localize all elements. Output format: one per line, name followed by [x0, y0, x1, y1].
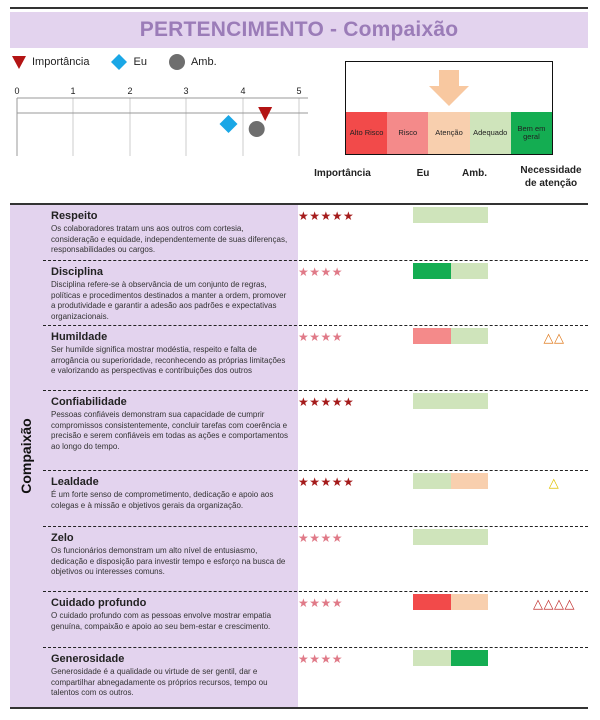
rating-bar	[413, 473, 488, 489]
amb-rating-cell	[451, 473, 489, 489]
section-label: Compaixão	[18, 418, 34, 494]
rating-bar	[413, 207, 488, 223]
value-name: Cuidado profundo	[51, 597, 147, 609]
eu-rating-cell	[413, 263, 451, 279]
scale-cell-alto-risco: Alto Risco	[346, 112, 387, 154]
column-header-eu: Eu	[416, 168, 430, 179]
amb-rating-cell	[451, 393, 489, 409]
importance-stars: ★★★★★	[298, 395, 355, 409]
eu-rating-cell	[413, 473, 451, 489]
rating-scale-box	[345, 61, 553, 155]
row-divider	[43, 470, 588, 471]
rating-bar	[413, 263, 488, 279]
rating-bar	[413, 328, 488, 344]
tick-label: 1	[70, 86, 76, 96]
scale-cell-adequado: Adequado	[470, 112, 511, 154]
importance-stars: ★★★★	[298, 531, 344, 545]
rating-axis	[12, 86, 308, 158]
axis-chart	[12, 96, 308, 168]
tick-label: 3	[183, 86, 189, 96]
legend-importance	[12, 55, 89, 69]
page-title: PERTENCIMENTO - Compaixão	[139, 18, 459, 41]
column-header-importancia: Importância	[314, 168, 371, 179]
tick-label: 2	[127, 86, 133, 96]
importance-marker	[258, 107, 272, 121]
rating-bar	[413, 529, 488, 545]
blue-diamond-icon	[111, 54, 127, 70]
value-name: Humildade	[51, 331, 108, 343]
amb-rating-cell	[451, 207, 489, 223]
down-arrow-icon	[429, 70, 469, 106]
importance-stars: ★★★★★	[298, 475, 355, 489]
value-description: O cuidado profundo com as pessoas envolve mostrar empatia genuína, compaixão e apoio ao seu bem-estar e crescimento.	[51, 611, 272, 631]
legend-amb-label: Amb.	[190, 56, 217, 68]
top-rule	[10, 7, 588, 9]
legend-amb	[169, 54, 217, 70]
rating-bar	[413, 393, 488, 409]
amb-rating-cell	[451, 529, 489, 545]
rating-bar	[413, 594, 488, 610]
value-description: Os colaboradores tratam uns aos outros com cortesia, consideração e equidade, independentemente de suas diferenças, responsabilidades ou cargos.	[51, 224, 288, 254]
column-header-amb: Amb.	[462, 168, 487, 179]
amb-rating-cell	[451, 328, 489, 344]
legend-eu	[111, 54, 146, 70]
rating-bar	[413, 650, 488, 666]
value-description: É um forte senso de comprometimento, dedicação e apoio aos colegas e à missão e objetivos gerais da organização.	[51, 490, 274, 510]
attention-triangles: △△△△	[533, 596, 575, 611]
attention-triangles: △△	[543, 330, 565, 345]
legend-importance-label: Importância	[32, 56, 90, 68]
scale-cell-bem-em-geral: Bem em geral	[511, 112, 552, 154]
eu-rating-cell	[413, 328, 451, 344]
importance-stars: ★★★★	[298, 652, 344, 666]
bottom-rule	[10, 707, 588, 709]
value-name: Disciplina	[51, 266, 103, 278]
eu-rating-cell	[413, 594, 451, 610]
legend	[12, 52, 239, 72]
amb-rating-cell	[451, 263, 489, 279]
scale-cell-atencao: Atenção	[428, 112, 469, 154]
legend-eu-label: Eu	[133, 56, 147, 68]
amb-marker	[249, 121, 265, 137]
scale-cells	[346, 112, 552, 154]
tick-label: 0	[14, 86, 20, 96]
red-triangle-down-icon	[12, 55, 26, 69]
eu-rating-cell	[413, 207, 451, 223]
eu-rating-cell	[413, 393, 451, 409]
value-description: Ser humilde significa mostrar modéstia, respeito e falta de arrogância ou superioridade, reconhecendo as próprias limitações e valorizando as perspectivas e contribuições dos outros	[51, 345, 286, 375]
value-name: Confiabilidade	[51, 396, 127, 408]
eu-rating-cell	[413, 650, 451, 666]
importance-stars: ★★★★★	[298, 209, 355, 223]
row-divider	[43, 591, 588, 592]
amb-rating-cell	[451, 594, 489, 610]
eu-rating-cell	[413, 529, 451, 545]
value-name: Lealdade	[51, 476, 99, 488]
title-bar	[10, 12, 588, 48]
row-divider	[43, 526, 588, 527]
tick-label: 4	[240, 86, 246, 96]
row-divider	[43, 390, 588, 391]
row-divider	[43, 647, 588, 648]
value-description: Os funcionários demonstram um alto nível de entusiasmo, dedicação e disposição para investir tempo e esforço na busca de objetivos ou interesses comuns.	[51, 546, 286, 576]
row-divider	[43, 260, 588, 261]
importance-stars: ★★★★	[298, 596, 344, 610]
gray-circle-icon	[169, 54, 185, 70]
value-description: Disciplina refere-se à observância de um conjunto de regras, políticas e procedimentos destinados a manter a ordem, promover a produtividade e garantir a adesão aos padrões e expectativas organizacionais.	[51, 280, 287, 321]
amb-rating-cell	[451, 650, 489, 666]
value-description: Generosidade é a qualidade ou virtude de ser gentil, dar e compartilhar abnegadamente os próprios recursos, tempo ou talentos com os outros.	[51, 667, 268, 697]
value-description: Pessoas confiáveis demonstram sua capacidade de cumprir compromissos consistentemente, concluir tarefas com coerência e precisão e serem confiáveis em todas as ações e comportamentos ao longo do tempo.	[51, 410, 289, 451]
scale-cell-risco: Risco	[387, 112, 428, 154]
value-name: Zelo	[51, 532, 74, 544]
value-name: Respeito	[51, 210, 98, 222]
tick-label: 5	[296, 86, 302, 96]
attention-triangles: △	[548, 475, 560, 490]
value-name: Generosidade	[51, 653, 125, 665]
column-header-necessidade: Necessidade de atenção	[520, 165, 582, 189]
importance-stars: ★★★★	[298, 330, 344, 344]
eu-marker	[220, 115, 238, 133]
row-divider	[43, 325, 588, 326]
importance-stars: ★★★★	[298, 265, 344, 279]
